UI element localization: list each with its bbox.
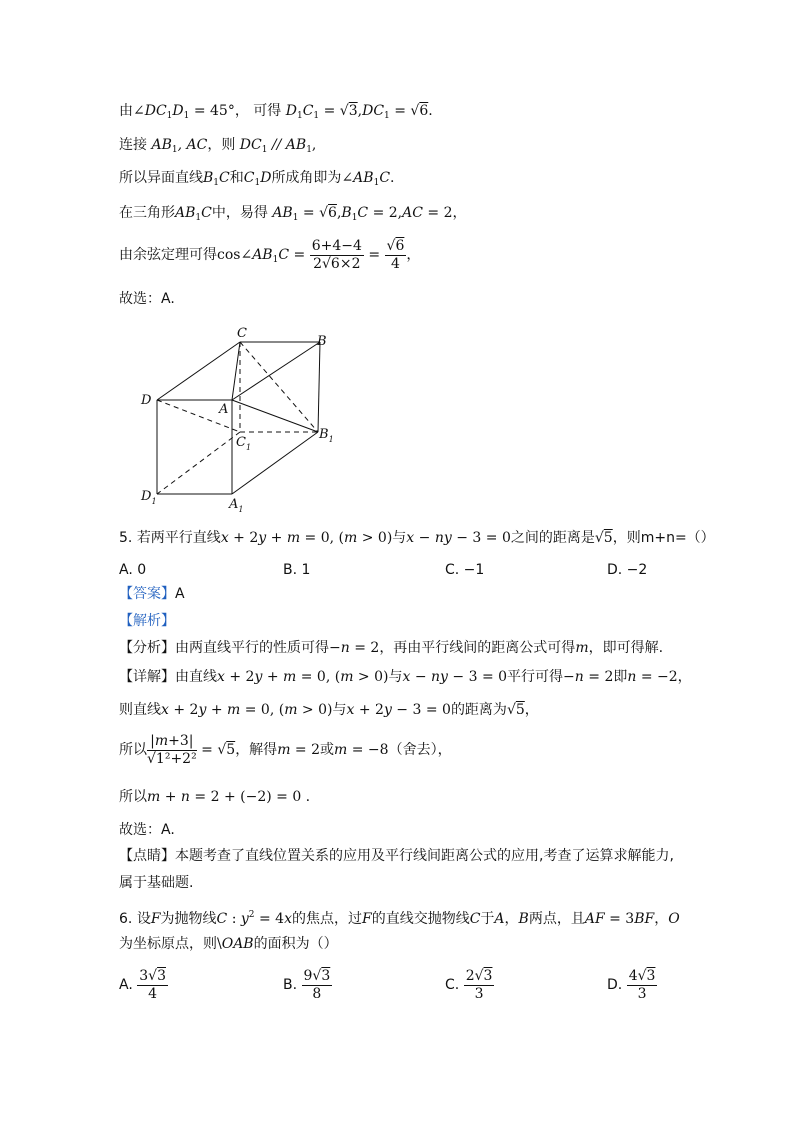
q6-stem-2: 为坐标原点，则\OAB的面积为（） [119, 936, 338, 952]
edge-AB [232, 342, 320, 400]
solution-line-4: 在三角形$AB_1C$中，易得 $AB_1 = √6,B_1C = 2,AC = 2$， [119, 205, 467, 223]
q5-line-4: 所以m + n = 2 + (−2) = 0 . [119, 789, 311, 805]
q5-stem: 5. 若两平行直线x + 2y + m = 0, (m > 0)与x − ny − 3 = 0之间的距离是√5，则m+n=（） [119, 530, 715, 546]
label-B: B [317, 334, 327, 349]
label-C: C [237, 326, 247, 341]
solution-line-5: 由余弦定理可得$\cos\angle AB_1C$ = $\frac{6+4-4}{2√6\times 2}$ = $\frac{√6}{4}$ ， [119, 237, 421, 272]
q5-line-2: 则直线x + 2y + m = 0, (m > 0)与x + 2y − 3 = 0的距离为√5， [119, 702, 539, 718]
q5-xiangjie: 【详解】由直线x + 2y + m = 0, (m > 0)与x − ny − 3 = 0平行可得−n = 2即n = −2， [119, 669, 692, 685]
edge-CD [157, 342, 240, 400]
edge-AC [232, 342, 240, 400]
answer-tag: 【答案】 [119, 586, 175, 602]
edge-C1D1 [157, 432, 240, 494]
q5-dianjing-1: 【点睛】本题考查了直线位置关系的应用及平行线间距离公式的应用,考查了运算求解能力, [119, 848, 674, 864]
q5-answer-line: 【答案】A [119, 586, 185, 602]
q6-option-d: D. $\frac{4√3}{3}$ [607, 967, 656, 1002]
q5-line-3: 所以 $\frac{|m+3|}{\text{√1²+2²}}$ = √5，解得m = 2或m = −8（舍去）， [119, 732, 452, 767]
label-B1: $B_1$ [319, 427, 334, 444]
q5-option-b: B. 1 [283, 562, 311, 578]
q5-option-a: A. 0 [119, 562, 147, 578]
q6-option-b: B. $\frac{9√3}{8}$ [283, 967, 331, 1002]
q5-final: 故选：A. [119, 822, 175, 838]
q5-fenxi: 【分析】由两直线平行的性质可得−n = 2，再由平行线间的距离公式可得m，即可得解. [119, 640, 664, 656]
prism-figure [135, 322, 340, 517]
q5-analysis-tag: 【解析】 [119, 613, 175, 629]
solution-line-1: 由$\angle DC_1D_1 = 45^\circ$， 可得 $D_1C_1 = √3,DC_1 = √6$. [119, 103, 433, 121]
q5-option-d: D. −2 [607, 562, 648, 578]
label-D1: $D_1$ [141, 489, 157, 506]
solution-line-2: 连接 $AB_1$, AC，则 $DC_1 // AB_1$, [119, 137, 317, 155]
q6-stem-1: 6. 设F为抛物线C : $y^2 = 4x$的焦点，过F的直线交抛物线C于A，B两点，且AF = 3BF，O [119, 910, 680, 927]
label-A1: $A_1$ [229, 497, 244, 514]
label-C1: $C_1$ [236, 435, 252, 452]
label-D: D [141, 393, 152, 408]
q6-option-c: C. $\frac{2√3}{3}$ [445, 967, 493, 1002]
edge-AB1 [232, 400, 318, 432]
label-A: A [219, 402, 229, 417]
q5-option-c: C. −1 [445, 562, 485, 578]
q5-dianjing-2: 属于基础题. [119, 875, 194, 891]
solution-line-3: 所以异面直线$B_1C$和$C_1D$所成角即为$\angle AB_1C$. [119, 170, 395, 188]
q6-option-a: A. $\frac{3√3}{4}$ [119, 967, 166, 1002]
solution-answer: 故选：A. [119, 291, 175, 307]
edge-BB1 [318, 342, 320, 432]
